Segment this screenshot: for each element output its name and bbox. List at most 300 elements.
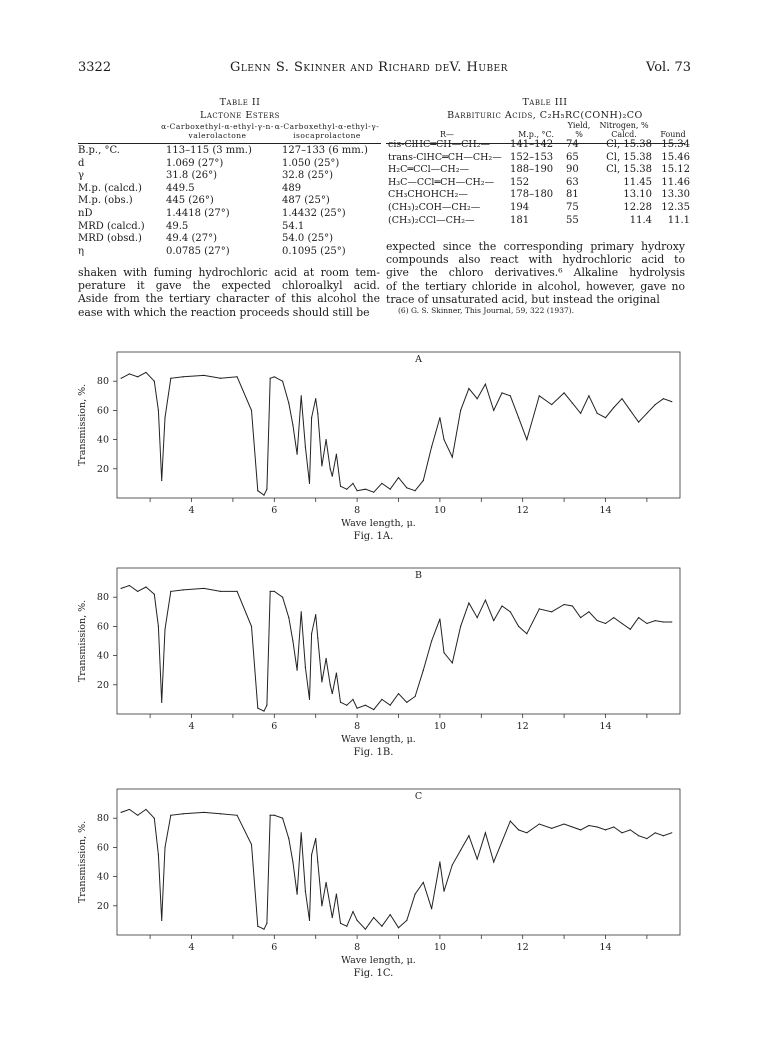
data-point xyxy=(305,667,306,668)
x-tick-label: 8 xyxy=(354,942,361,953)
data-point xyxy=(203,588,204,589)
data-point xyxy=(551,404,552,405)
table-row xyxy=(76,158,384,171)
data-point xyxy=(321,465,322,466)
data-point xyxy=(321,681,322,682)
cell-found: 15.12 xyxy=(661,164,690,176)
data-point xyxy=(266,705,267,706)
data-point xyxy=(439,417,440,418)
data-point xyxy=(311,854,312,855)
data-point xyxy=(493,620,494,621)
data-point xyxy=(630,629,631,630)
data-point xyxy=(477,858,478,859)
data-point xyxy=(630,829,631,830)
panel-label: A xyxy=(415,354,422,365)
data-point xyxy=(468,602,469,603)
y-tick-label: 40 xyxy=(96,434,109,446)
x-tick-label: 4 xyxy=(188,942,195,953)
x-tick-label: 14 xyxy=(599,505,612,516)
data-point xyxy=(288,403,289,404)
data-point xyxy=(317,637,318,638)
data-point xyxy=(336,894,337,895)
row-label: γ xyxy=(78,170,84,182)
y-tick-label: 20 xyxy=(96,463,109,475)
data-point xyxy=(288,617,289,618)
data-point xyxy=(332,693,333,694)
data-point xyxy=(605,417,606,418)
cell-found: 15.34 xyxy=(661,139,690,150)
plot-frame xyxy=(117,352,680,498)
transmission-curve xyxy=(121,809,672,929)
data-point xyxy=(274,591,275,592)
y-axis-label: Transmission, %. xyxy=(77,383,88,467)
data-point xyxy=(220,378,221,379)
data-point xyxy=(663,398,664,399)
cell-col2: 54.1 xyxy=(282,220,305,232)
data-point xyxy=(621,623,622,624)
data-point xyxy=(638,617,639,618)
y-tick-label: 80 xyxy=(96,592,109,604)
data-point xyxy=(431,640,432,641)
data-point xyxy=(477,617,478,618)
data-point xyxy=(236,591,237,592)
data-point xyxy=(671,401,672,402)
table2-col2-header: α-Carboxethyl-α-ethyl-γ-isocaprolactone xyxy=(274,122,380,140)
data-point xyxy=(365,929,366,930)
data-point xyxy=(346,489,347,490)
data-point xyxy=(638,835,639,836)
data-point xyxy=(301,611,302,612)
data-point xyxy=(460,626,461,627)
x-tick-label: 6 xyxy=(271,942,278,953)
cell-col1: 445 (26°) xyxy=(166,195,214,207)
data-point xyxy=(431,446,432,447)
cell-found: 13.30 xyxy=(661,189,690,201)
data-point xyxy=(580,413,581,414)
data-point xyxy=(161,702,162,703)
data-point xyxy=(588,395,589,396)
data-point xyxy=(510,395,511,396)
data-point xyxy=(443,652,444,653)
cell-col2: 1.050 (25°) xyxy=(282,157,340,169)
running-title: Glenn S. Skinner and Richard deV. Huber xyxy=(230,60,508,75)
x-tick-label: 10 xyxy=(433,942,446,953)
data-point xyxy=(164,417,165,418)
data-point xyxy=(551,828,552,829)
data-point xyxy=(414,490,415,491)
data-point xyxy=(671,621,672,622)
data-point xyxy=(443,891,444,892)
data-point xyxy=(414,696,415,697)
data-point xyxy=(443,439,444,440)
table-row xyxy=(76,208,384,221)
data-point xyxy=(390,914,391,915)
data-point xyxy=(406,487,407,488)
cell-r: cis-ClHC═CH—CH₂— xyxy=(388,139,490,150)
table-row xyxy=(386,215,692,228)
data-point xyxy=(137,376,138,377)
data-point xyxy=(251,844,252,845)
data-point xyxy=(551,611,552,612)
data-point xyxy=(309,699,310,700)
cell-mp: 188–190 xyxy=(510,164,554,176)
cell-yield: 55 xyxy=(566,214,579,226)
data-point xyxy=(282,381,283,382)
cell-found: 12.35 xyxy=(661,201,690,213)
data-point xyxy=(357,490,358,491)
data-point xyxy=(236,376,237,377)
data-point xyxy=(588,825,589,826)
table-row xyxy=(386,152,692,165)
cell-mp: 178–180 xyxy=(510,189,554,201)
data-point xyxy=(164,629,165,630)
data-point xyxy=(336,673,337,674)
data-point xyxy=(263,494,264,495)
table-row xyxy=(76,233,384,246)
data-point xyxy=(352,483,353,484)
cell-col1: 31.8 (26°) xyxy=(166,170,217,182)
data-point xyxy=(646,623,647,624)
data-point xyxy=(305,891,306,892)
row-label: nD xyxy=(78,207,93,219)
panel-label: B xyxy=(415,570,422,581)
data-point xyxy=(121,812,122,813)
table2-col1-header: α-Carboxethyl-α-ethyl-γ-n-valerolactone xyxy=(161,122,274,140)
table3-header-mp: M.p., °C. xyxy=(518,130,554,139)
data-point xyxy=(381,926,382,927)
data-point xyxy=(315,614,316,615)
y-tick-label: 80 xyxy=(96,376,109,388)
row-label: M.p. (obs.) xyxy=(78,195,133,207)
row-label: d xyxy=(78,157,85,169)
cell-calcd: 11.4 xyxy=(629,214,652,226)
data-point xyxy=(518,829,519,830)
data-point xyxy=(158,626,159,627)
data-point xyxy=(220,813,221,814)
data-point xyxy=(305,446,306,447)
cell-found: 15.46 xyxy=(661,151,690,163)
data-point xyxy=(266,489,267,490)
data-point xyxy=(161,920,162,921)
text-left-column xyxy=(78,266,380,319)
data-point xyxy=(597,826,598,827)
text-line: expected since the corresponding primary hydroxy xyxy=(386,240,685,253)
data-point xyxy=(501,605,502,606)
plot-frame xyxy=(117,789,680,935)
data-point xyxy=(321,905,322,906)
data-point xyxy=(203,812,204,813)
data-point xyxy=(154,381,155,382)
data-point xyxy=(663,621,664,622)
text-line: ease with which the reaction proceeds should still be xyxy=(78,305,370,319)
data-point xyxy=(613,407,614,408)
x-tick-label: 12 xyxy=(516,721,529,732)
data-point xyxy=(493,410,494,411)
cell-r: (CH₃)₂COH—CH₂— xyxy=(388,201,481,213)
data-point xyxy=(414,894,415,895)
data-point xyxy=(526,439,527,440)
data-point xyxy=(170,591,171,592)
x-tick-label: 10 xyxy=(433,721,446,732)
spectrum-1a xyxy=(0,338,763,548)
row-label: η xyxy=(78,245,84,257)
data-point xyxy=(655,404,656,405)
data-point xyxy=(613,826,614,827)
data-point xyxy=(452,864,453,865)
data-point xyxy=(203,375,204,376)
data-point xyxy=(145,372,146,373)
data-point xyxy=(398,927,399,928)
data-point xyxy=(539,608,540,609)
table-row xyxy=(76,221,384,234)
data-point xyxy=(563,392,564,393)
data-point xyxy=(452,662,453,663)
data-point xyxy=(282,597,283,598)
data-point xyxy=(154,594,155,595)
data-point xyxy=(460,850,461,851)
data-point xyxy=(373,492,374,493)
data-point xyxy=(357,708,358,709)
data-point xyxy=(270,815,271,816)
data-point xyxy=(501,841,502,842)
cell-found: 11.1 xyxy=(667,214,690,226)
data-point xyxy=(563,823,564,824)
table-row xyxy=(386,139,692,152)
x-tick-label: 12 xyxy=(516,505,529,516)
data-point xyxy=(346,705,347,706)
data-point xyxy=(330,684,331,685)
data-point xyxy=(251,410,252,411)
data-point xyxy=(485,384,486,385)
data-point xyxy=(346,926,347,927)
cell-calcd: Cl, 15.38 xyxy=(606,151,652,163)
table-row xyxy=(386,164,692,177)
data-point xyxy=(597,413,598,414)
data-point xyxy=(183,813,184,814)
data-point xyxy=(663,835,664,836)
data-point xyxy=(309,920,310,921)
data-point xyxy=(145,586,146,587)
x-tick-label: 10 xyxy=(433,505,446,516)
data-point xyxy=(357,920,358,921)
data-point xyxy=(137,591,138,592)
data-point xyxy=(406,920,407,921)
x-tick-label: 12 xyxy=(516,942,529,953)
cell-calcd: 12.28 xyxy=(623,201,652,213)
text-line: give the chloro derivatives.⁶ Alkaline hydrolysis xyxy=(386,266,685,280)
data-point xyxy=(390,489,391,490)
data-point xyxy=(630,410,631,411)
footnote: (6) G. S. Skinner, This Journal, 59, 322 (1937). xyxy=(398,306,575,315)
table-row xyxy=(76,145,384,158)
data-point xyxy=(613,617,614,618)
data-point xyxy=(485,832,486,833)
panel-label: C xyxy=(414,791,423,802)
cell-yield: 90 xyxy=(566,164,579,176)
row-label: MRD (calcd.) xyxy=(78,220,145,232)
cell-mp: 141–142 xyxy=(510,139,554,150)
x-tick-label: 6 xyxy=(271,505,278,516)
data-point xyxy=(236,815,237,816)
data-point xyxy=(129,809,130,810)
x-tick-label: 6 xyxy=(271,721,278,732)
data-point xyxy=(183,376,184,377)
figure-caption: Fig. 1A. xyxy=(353,531,394,542)
x-tick-label: 4 xyxy=(188,505,195,516)
cell-col1: 0.0785 (27°) xyxy=(166,245,230,257)
data-point xyxy=(296,670,297,671)
table-row xyxy=(76,183,384,196)
data-point xyxy=(655,832,656,833)
x-tick-label: 8 xyxy=(354,721,361,732)
cell-col1: 113–115 (3 mm.) xyxy=(166,145,252,156)
data-point xyxy=(251,626,252,627)
y-axis-label: Transmission, %. xyxy=(77,820,88,904)
data-point xyxy=(164,847,165,848)
cell-mp: 194 xyxy=(510,201,530,213)
data-point xyxy=(563,604,564,605)
data-point xyxy=(325,882,326,883)
table2-rule xyxy=(78,143,381,144)
data-point xyxy=(325,439,326,440)
table2-subtitle: Lactone Esters xyxy=(200,110,280,121)
x-tick-label: 8 xyxy=(354,505,361,516)
data-point xyxy=(317,413,318,414)
data-point xyxy=(220,591,221,592)
data-point xyxy=(145,809,146,810)
cell-col1: 49.5 xyxy=(166,220,189,232)
data-point xyxy=(330,905,331,906)
data-point xyxy=(336,454,337,455)
data-point xyxy=(493,861,494,862)
cell-calcd: Cl, 15.38 xyxy=(606,139,652,150)
table3 xyxy=(386,121,692,227)
x-tick-label: 4 xyxy=(188,721,195,732)
data-point xyxy=(352,699,353,700)
table-row xyxy=(386,202,692,215)
figure-caption: Fig. 1B. xyxy=(353,747,394,758)
cell-r: CH₃CHOHCH₂— xyxy=(388,189,468,201)
data-point xyxy=(309,483,310,484)
data-point xyxy=(340,702,341,703)
data-point xyxy=(518,417,519,418)
row-label: M.p. (calcd.) xyxy=(78,182,142,194)
data-point xyxy=(352,911,353,912)
table3-header-calcd: Nitrogen, % Calcd. xyxy=(599,121,649,139)
data-point xyxy=(572,826,573,827)
cell-col2: 0.1095 (25°) xyxy=(282,245,346,257)
data-point xyxy=(301,395,302,396)
data-point xyxy=(301,832,302,833)
y-tick-label: 40 xyxy=(96,871,109,883)
table3-header-found: Found xyxy=(660,130,686,139)
text-right-column xyxy=(386,240,685,306)
spectrum-1b xyxy=(0,554,763,768)
cell-mp: 181 xyxy=(510,214,530,226)
data-point xyxy=(161,480,162,481)
cell-col2: 487 (25°) xyxy=(282,195,330,207)
data-point xyxy=(158,410,159,411)
table-row xyxy=(76,170,384,183)
cell-r: H₃C—CCl═CH—CH₂— xyxy=(388,176,495,188)
x-axis-label: Wave length, μ. xyxy=(341,955,416,966)
data-point xyxy=(638,421,639,422)
table-row xyxy=(76,195,384,208)
cell-col1: 449.5 xyxy=(166,182,195,194)
data-point xyxy=(183,589,184,590)
data-point xyxy=(526,633,527,634)
data-point xyxy=(292,640,293,641)
data-point xyxy=(257,490,258,491)
y-tick-label: 40 xyxy=(96,650,109,662)
data-point xyxy=(292,424,293,425)
table3-header-yield: Yield, % xyxy=(567,121,591,139)
data-point xyxy=(439,619,440,620)
y-tick-label: 20 xyxy=(96,900,109,912)
data-point xyxy=(282,818,283,819)
data-point xyxy=(292,861,293,862)
cell-col1: 1.4418 (27°) xyxy=(166,207,230,219)
data-point xyxy=(646,838,647,839)
cell-col1: 49.4 (27°) xyxy=(166,233,217,245)
data-point xyxy=(270,378,271,379)
data-point xyxy=(468,835,469,836)
table2 xyxy=(76,145,384,258)
data-point xyxy=(311,417,312,418)
data-point xyxy=(605,623,606,624)
data-point xyxy=(398,693,399,694)
cell-mp: 152 xyxy=(510,176,530,188)
data-point xyxy=(257,708,258,709)
data-point xyxy=(340,486,341,487)
data-point xyxy=(266,923,267,924)
cell-r: (CH₃)₂CCl—CH₂— xyxy=(388,214,475,226)
table3-header-r: R— xyxy=(439,130,455,139)
y-tick-label: 20 xyxy=(96,679,109,691)
text-line: shaken with fuming hydrochloric acid at room tem- xyxy=(78,266,380,279)
data-point xyxy=(439,861,440,862)
data-point xyxy=(274,815,275,816)
data-point xyxy=(510,611,511,612)
cell-col2: 54.0 (25°) xyxy=(282,233,333,245)
cell-mp: 152–153 xyxy=(510,151,554,163)
cell-col1: 1.069 (27°) xyxy=(166,157,224,169)
cell-r: H₂C═CCl—CH₂— xyxy=(388,164,470,176)
y-tick-label: 60 xyxy=(96,621,109,633)
data-point xyxy=(621,398,622,399)
cell-yield: 74 xyxy=(566,139,579,150)
data-point xyxy=(270,591,271,592)
data-point xyxy=(121,378,122,379)
text-line: perature it gave the expected chloroalkyl acid. xyxy=(78,279,380,293)
data-point xyxy=(311,633,312,634)
data-point xyxy=(655,620,656,621)
data-point xyxy=(605,829,606,830)
data-point xyxy=(365,489,366,490)
data-point xyxy=(263,929,264,930)
data-point xyxy=(580,829,581,830)
data-point xyxy=(572,605,573,606)
cell-col2: 32.8 (25°) xyxy=(282,170,333,182)
data-point xyxy=(325,658,326,659)
data-point xyxy=(158,854,159,855)
data-point xyxy=(315,838,316,839)
data-point xyxy=(257,926,258,927)
data-point xyxy=(129,585,130,586)
data-point xyxy=(373,709,374,710)
table2-title: Table II xyxy=(219,97,261,108)
data-point xyxy=(423,670,424,671)
